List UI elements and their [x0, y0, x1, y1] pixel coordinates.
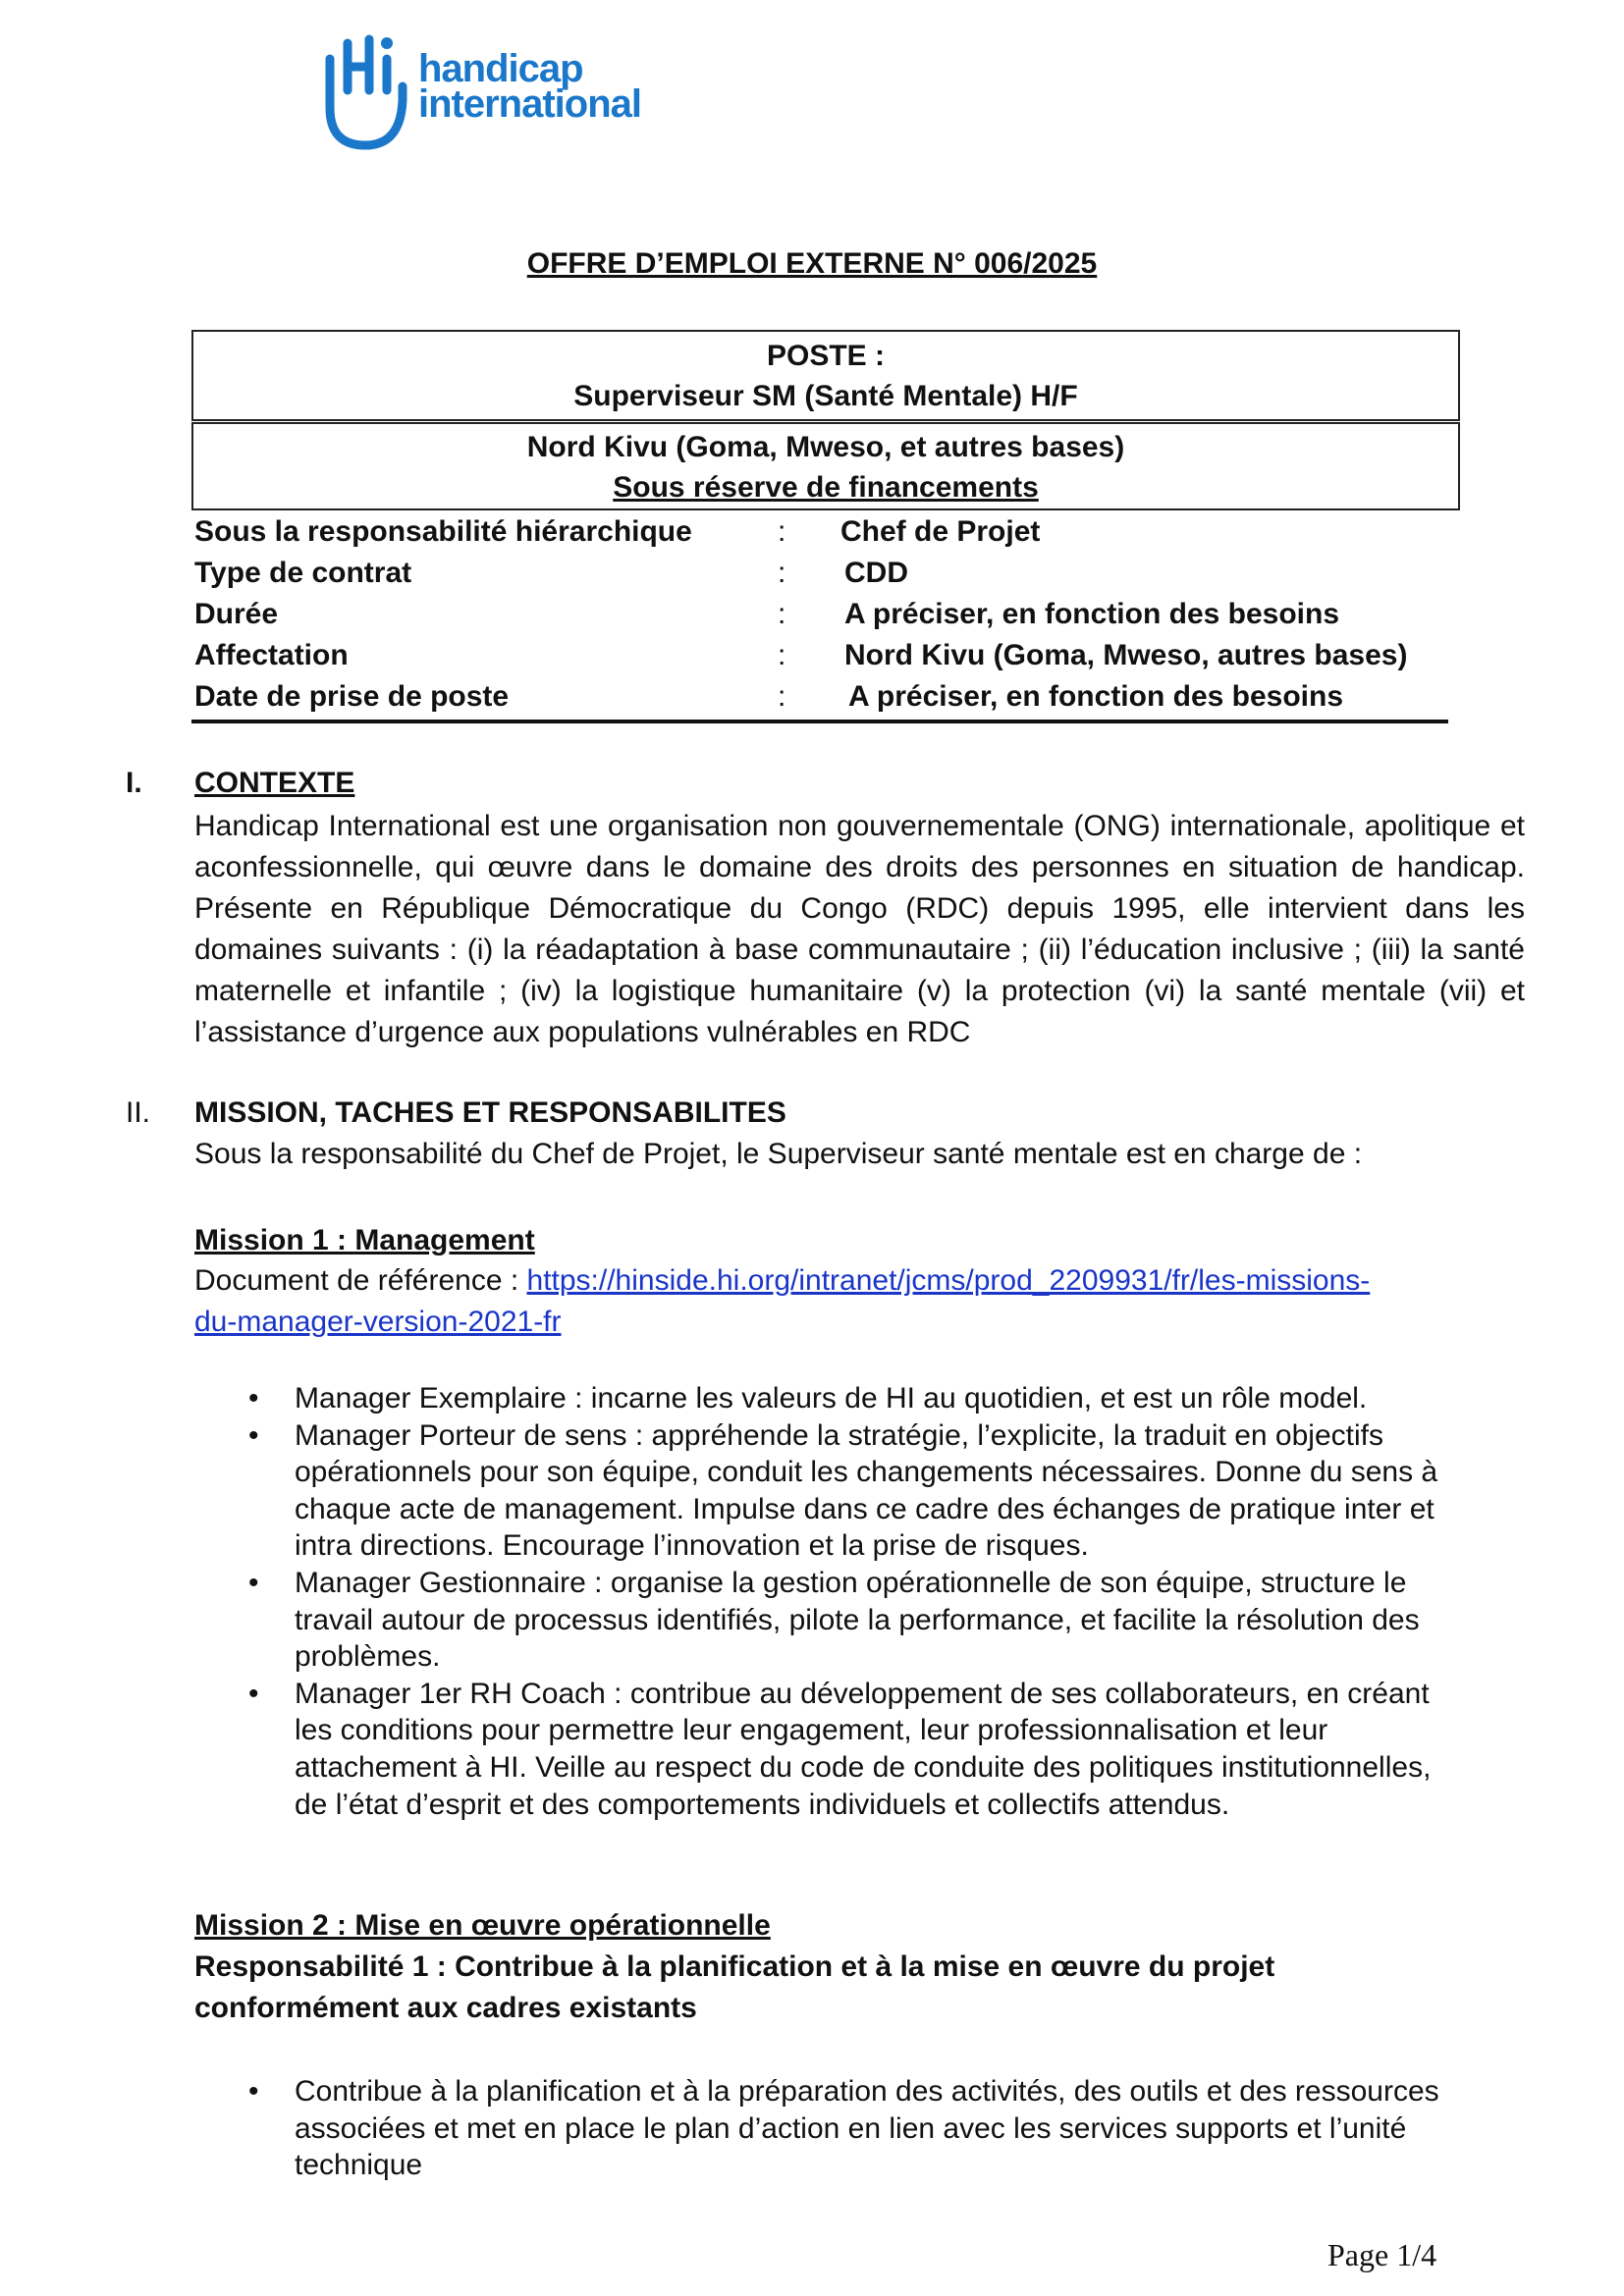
info-divider	[191, 720, 1448, 723]
info-key: Sous la responsabilité hiérarchique	[194, 515, 692, 548]
poste-box	[191, 330, 1460, 421]
info-key: Affectation	[194, 639, 349, 671]
info-value: A préciser, en fonction des besoins	[844, 598, 1340, 630]
list-item-text: Contribue à la planification et à la préparation des activités, des outils et des ressources associées et met en place le plan d’action en lien avec les services supports et l’unité technique	[295, 2075, 1439, 2182]
bullet-icon: •	[248, 1382, 259, 1415]
info-row	[194, 553, 1448, 594]
handicap-international-logo	[320, 29, 664, 157]
info-sep: :	[778, 639, 786, 671]
location-text: Nord Kivu (Goma, Mweso, et autres bases)	[526, 431, 1125, 463]
poste-value: Superviseur SM (Santé Mentale) H/F	[573, 380, 1078, 412]
mission-1-title: Mission 1 : Management	[194, 1224, 535, 1256]
logo-text	[418, 47, 642, 126]
info-value: A préciser, en fonction des besoins	[848, 680, 1344, 713]
info-value: CDD	[844, 557, 908, 589]
bullet-icon: •	[248, 2075, 259, 2108]
info-sep: :	[778, 515, 786, 548]
section-1-number: I.	[126, 767, 142, 799]
doc-reference-link-continued[interactable]: du-manager-version-2021-fr	[194, 1306, 562, 1338]
section-2-heading: MISSION, TACHES ET RESPONSABILITES	[194, 1096, 786, 1129]
mission-2-title: Mission 2 : Mise en œuvre opérationnelle	[194, 1909, 771, 1942]
list-item-text: Manager Gestionnaire : organise la gestion opérationnelle de son équipe, structure le travail autour de processus identifiés, pilote la performance, et facilite la résolution des problèmes.	[295, 1566, 1420, 1674]
info-value: Nord Kivu (Goma, Mweso, autres bases)	[844, 639, 1408, 671]
info-row	[194, 635, 1448, 676]
section-2-intro: Sous la responsabilité du Chef de Projet, le Superviseur santé mentale est en charge de :	[194, 1138, 1363, 1170]
list-item-text: Manager Porteur de sens : appréhende la stratégie, l’explicite, la traduit en objectifs opérationnels pour son équipe, conduit les changements nécessaires. Donne du sens à chaque acte de management. Impulse dans ce cadre des échanges de pratique inter et intra directions. Encourage l’innovation et la prise de risques.	[295, 1418, 1438, 1563]
location-box	[191, 422, 1460, 510]
info-key: Type de contrat	[194, 557, 412, 589]
hand-logo-icon	[320, 29, 413, 152]
doc-reference-label: Document de référence :	[194, 1264, 527, 1297]
responsibility-1-line-2: conformément aux cadres existants	[194, 1992, 697, 2024]
info-key: Date de prise de poste	[194, 680, 510, 713]
mission-2-list	[194, 2073, 1471, 2184]
bullet-icon: •	[248, 1566, 259, 1599]
info-key: Durée	[194, 598, 279, 630]
document-title: OFFRE D’EMPLOI EXTERNE N° 006/2025	[526, 247, 1098, 280]
responsibility-1-line-1: Responsabilité 1 : Contribue à la planification et à la mise en œuvre du projet	[194, 1950, 1275, 1983]
list-item	[194, 2073, 1471, 2184]
doc-reference	[194, 1260, 1370, 1302]
mission-1-list	[194, 1380, 1471, 1823]
list-item-text: Manager Exemplaire : incarne les valeurs de HI au quotidien, et est un rôle model.	[295, 1382, 1368, 1415]
info-sep: :	[778, 680, 786, 713]
info-row	[194, 594, 1448, 635]
info-value: Chef de Projet	[840, 515, 1041, 548]
list-item	[194, 1676, 1471, 1823]
list-item	[194, 1380, 1471, 1417]
section-1-text: Handicap International est une organisation non gouvernementale (ONG) internationale, apolitique et aconfessionnelle, qui œuvre dans le domaine des droits des personnes en situation de handicap. Présente en République Démocratique du Congo (RDC) depuis 1995, elle intervient dans les domaines suivants : (i) la réadaptation à base communautaire ; (ii) l’éducation inclusive ; (iii) la santé maternelle et infantile ; (iv) la logistique humanitaire (v) la protection (vi) la santé mentale (vii) et l’assistance d’urgence aux populations vulnérables en RDC	[194, 810, 1525, 1048]
list-item-text: Manager 1er RH Coach : contribue au développement de ses collaborateurs, en créant les conditions pour permettre leur engagement, leur professionnalisation et leur attachement à HI. Veille au respect du code de conduite des politiques institutionnelles, de l’état d’esprit et des comportements individuels et collectifs attendus.	[295, 1677, 1432, 1821]
info-row	[194, 676, 1448, 718]
reserve-text: Sous réserve de financements	[613, 471, 1039, 504]
info-sep: :	[778, 598, 786, 630]
bullet-icon: •	[248, 1418, 259, 1452]
page-number: Page 1/4	[1327, 2237, 1437, 2272]
list-item	[194, 1565, 1471, 1676]
list-item	[194, 1417, 1471, 1565]
doc-reference-link[interactable]: https://hinside.hi.org/intranet/jcms/prod_2209931/fr/les-missions-	[526, 1264, 1371, 1297]
info-row	[194, 511, 1448, 553]
section-1-heading: CONTEXTE	[194, 767, 355, 799]
info-sep: :	[778, 557, 786, 589]
section-2-number: II.	[126, 1096, 151, 1129]
poste-label: POSTE :	[766, 340, 885, 372]
job-info-table	[194, 511, 1448, 718]
logo-line-1: handicap	[418, 47, 583, 90]
logo-line-2: international	[418, 82, 642, 126]
bullet-icon: •	[248, 1677, 259, 1710]
